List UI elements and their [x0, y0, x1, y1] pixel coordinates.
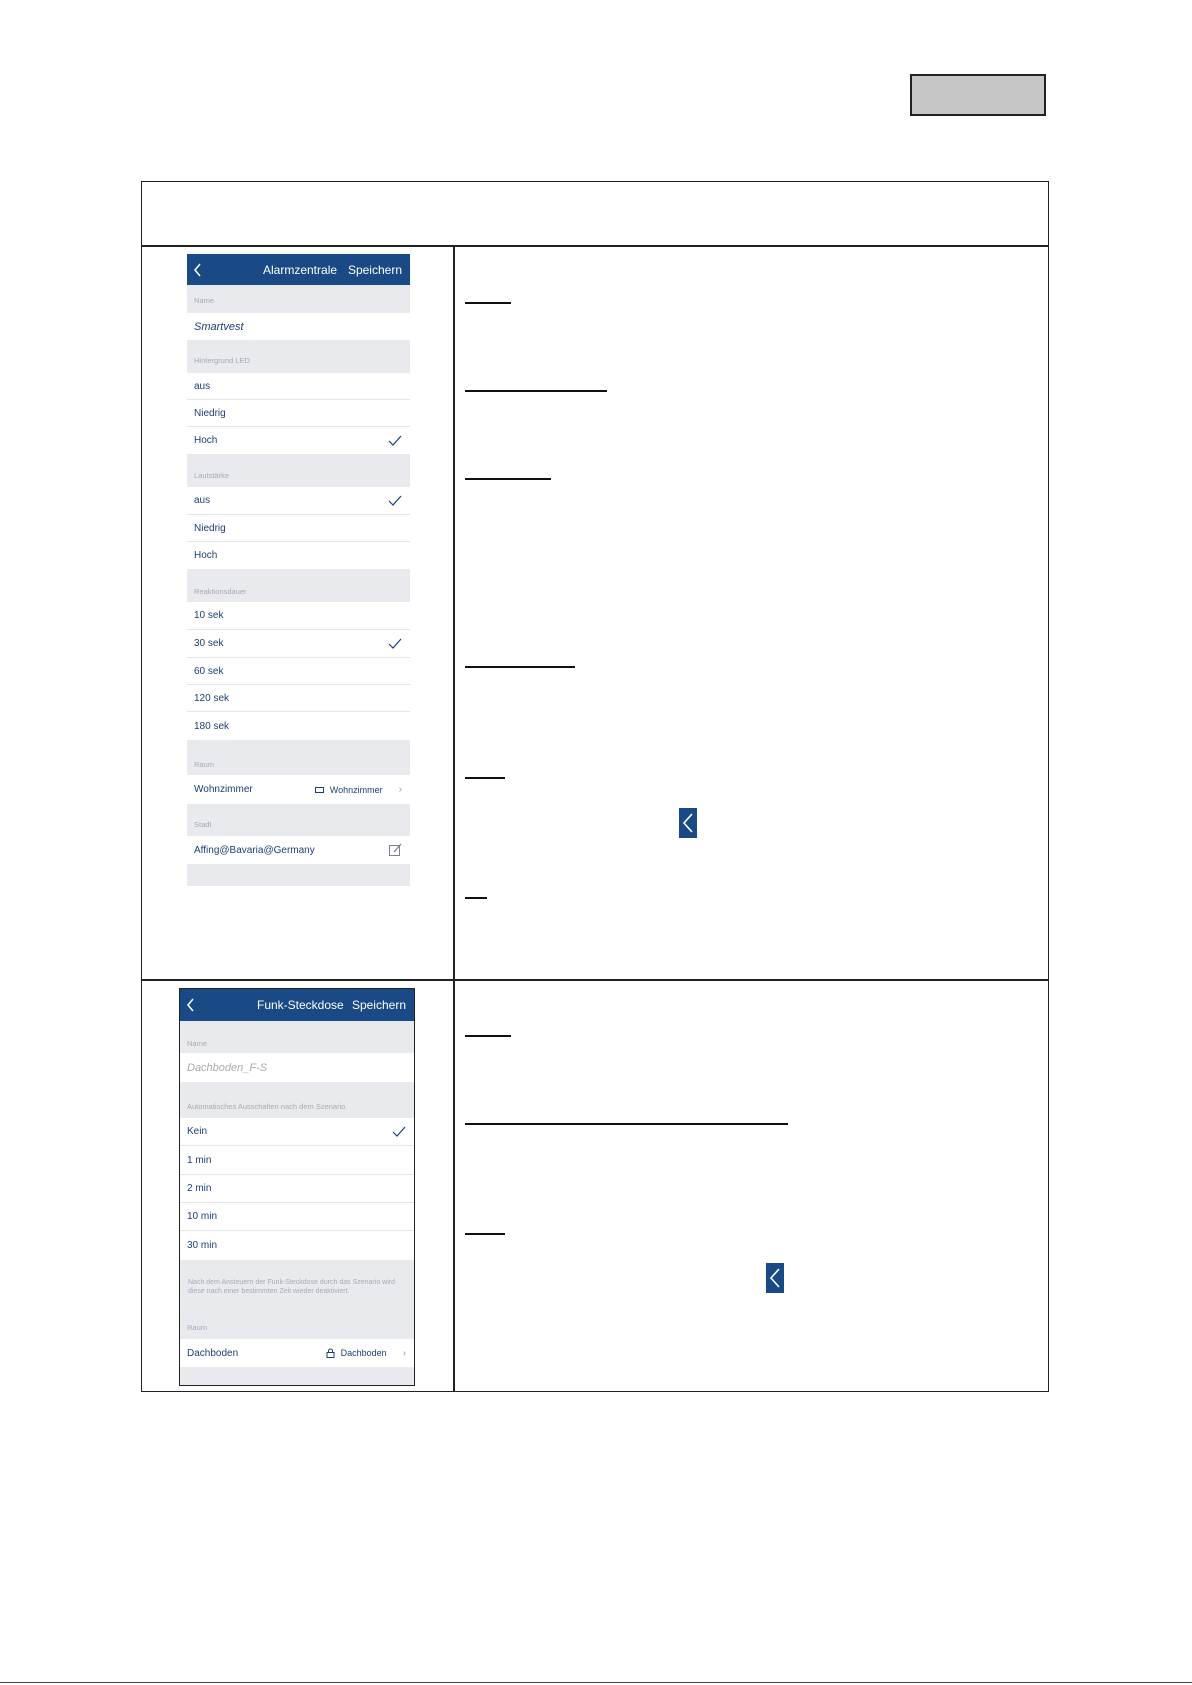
screen-title: Alarmzentrale [263, 262, 338, 277]
led-option-aus[interactable] [187, 373, 410, 400]
back-icon [679, 808, 697, 838]
app-header [187, 254, 410, 285]
option-label: 60 sek [194, 665, 224, 677]
name-value-2: Dachboden_F-S [187, 1061, 268, 1074]
name-value: Smartvest [194, 320, 244, 333]
funk-steckdose-screen [180, 989, 414, 1385]
name-field[interactable] [187, 313, 410, 340]
city-field[interactable] [187, 836, 410, 864]
back-button-2[interactable] [186, 989, 195, 1021]
reaction-option-60[interactable] [187, 658, 410, 685]
auto-off-option-10[interactable] [180, 1203, 414, 1231]
volume-option-niedrig[interactable] [187, 515, 410, 542]
check-icon [388, 637, 402, 651]
check-icon [388, 434, 402, 448]
name-field-2[interactable] [180, 1053, 414, 1082]
room-right-label-2: Dachboden [340, 1348, 387, 1358]
section-reaction-label: Reaktionsdauer [194, 587, 247, 596]
room-left-label-2: Dachboden [187, 1347, 239, 1359]
reaction-option-120[interactable] [187, 685, 410, 712]
back-icon [186, 998, 195, 1012]
lock-icon [326, 1348, 335, 1358]
save-button[interactable]: Speichern [347, 262, 402, 277]
auto-off-option-2[interactable] [180, 1175, 414, 1203]
auto-off-option-1[interactable] [180, 1146, 414, 1175]
edit-icon[interactable] [388, 843, 402, 857]
option-label: 1 min [187, 1154, 212, 1166]
option-label: aus [194, 380, 211, 392]
reaction-option-30[interactable] [187, 630, 410, 658]
auto-off-option-30[interactable] [180, 1231, 414, 1260]
room-right [315, 775, 402, 804]
option-label: Niedrig [194, 407, 226, 419]
section-name-label: Name [194, 296, 215, 305]
led-option-hoch[interactable] [187, 427, 410, 454]
option-label: 2 min [187, 1183, 212, 1194]
option-label: 180 sek [194, 720, 230, 732]
desc-heading-volume [465, 478, 551, 480]
section-room-label: Raum [194, 760, 215, 769]
table-column-divider [453, 245, 455, 1392]
section-name-label-2: Name [187, 1039, 208, 1048]
option-label: Niedrig [194, 522, 226, 534]
option-label: 120 sek [194, 692, 230, 704]
save-button-2[interactable]: Speichern [351, 998, 406, 1012]
section-led-label: Hintergrund LED [194, 356, 250, 365]
back-button[interactable] [193, 254, 202, 285]
app-header-2 [180, 989, 414, 1021]
desc-heading-ok [465, 897, 487, 899]
check-icon [388, 494, 402, 508]
room-selector[interactable] [187, 775, 410, 804]
option-label: Hoch [194, 435, 218, 446]
desc-heading-room [465, 1233, 505, 1235]
room-selector-2[interactable] [180, 1339, 414, 1367]
option-label: 30 sek [194, 638, 224, 649]
section-volume-label: Lautstärke [194, 471, 230, 480]
chevron-right-icon: › [402, 1347, 406, 1359]
option-label: Kein [187, 1126, 208, 1137]
room-icon [315, 787, 324, 793]
language-tab [910, 74, 1046, 116]
section-auto-off-label: Automatisches Ausschalten nach dem Szenario [187, 1102, 346, 1111]
city-value: Affing@Bavaria@Germany [194, 844, 315, 856]
desc-heading-reaction [465, 666, 575, 668]
reaction-option-10[interactable] [187, 602, 410, 630]
auto-off-option-kein[interactable] [180, 1118, 414, 1146]
option-label: 30 min [187, 1240, 218, 1251]
desc-heading-name [465, 302, 511, 304]
room-left-label: Wohnzimmer [194, 784, 253, 795]
room-right-2 [326, 1339, 406, 1367]
back-icon-2 [766, 1263, 784, 1293]
volume-option-hoch[interactable] [187, 542, 410, 569]
option-label: Hoch [194, 550, 218, 561]
room-right-label: Wohnzimmer [329, 784, 383, 795]
desc-heading-city [465, 777, 505, 779]
back-icon [193, 263, 202, 277]
screen-title-2: Funk-Steckdose [257, 998, 344, 1012]
page-bottom-rule [0, 1682, 1192, 1683]
reaction-option-180[interactable] [187, 712, 410, 740]
desc-heading-auto-off [465, 1123, 788, 1125]
desc-heading-name-2 [465, 1035, 511, 1037]
section-city-label: Stadt [194, 820, 212, 829]
led-option-niedrig[interactable] [187, 400, 410, 427]
option-label: 10 min [187, 1211, 218, 1222]
desc-heading-led [465, 390, 607, 392]
section-room-label-2: Raum [187, 1323, 208, 1332]
table-row-divider [141, 979, 1049, 981]
option-label: aus [194, 495, 211, 506]
auto-off-note: Nach dem Ansteuern der Funk-Steckdose durch das Szenario wird diese nach einer bestimmten Zeit wieder deaktiviert. [188, 1279, 395, 1295]
option-label: 10 sek [194, 610, 224, 621]
alarmzentrale-screen [187, 254, 410, 886]
table-header-divider [141, 245, 1049, 247]
check-icon [392, 1125, 406, 1139]
chevron-right-icon: › [398, 784, 402, 795]
volume-option-aus[interactable] [187, 487, 410, 515]
